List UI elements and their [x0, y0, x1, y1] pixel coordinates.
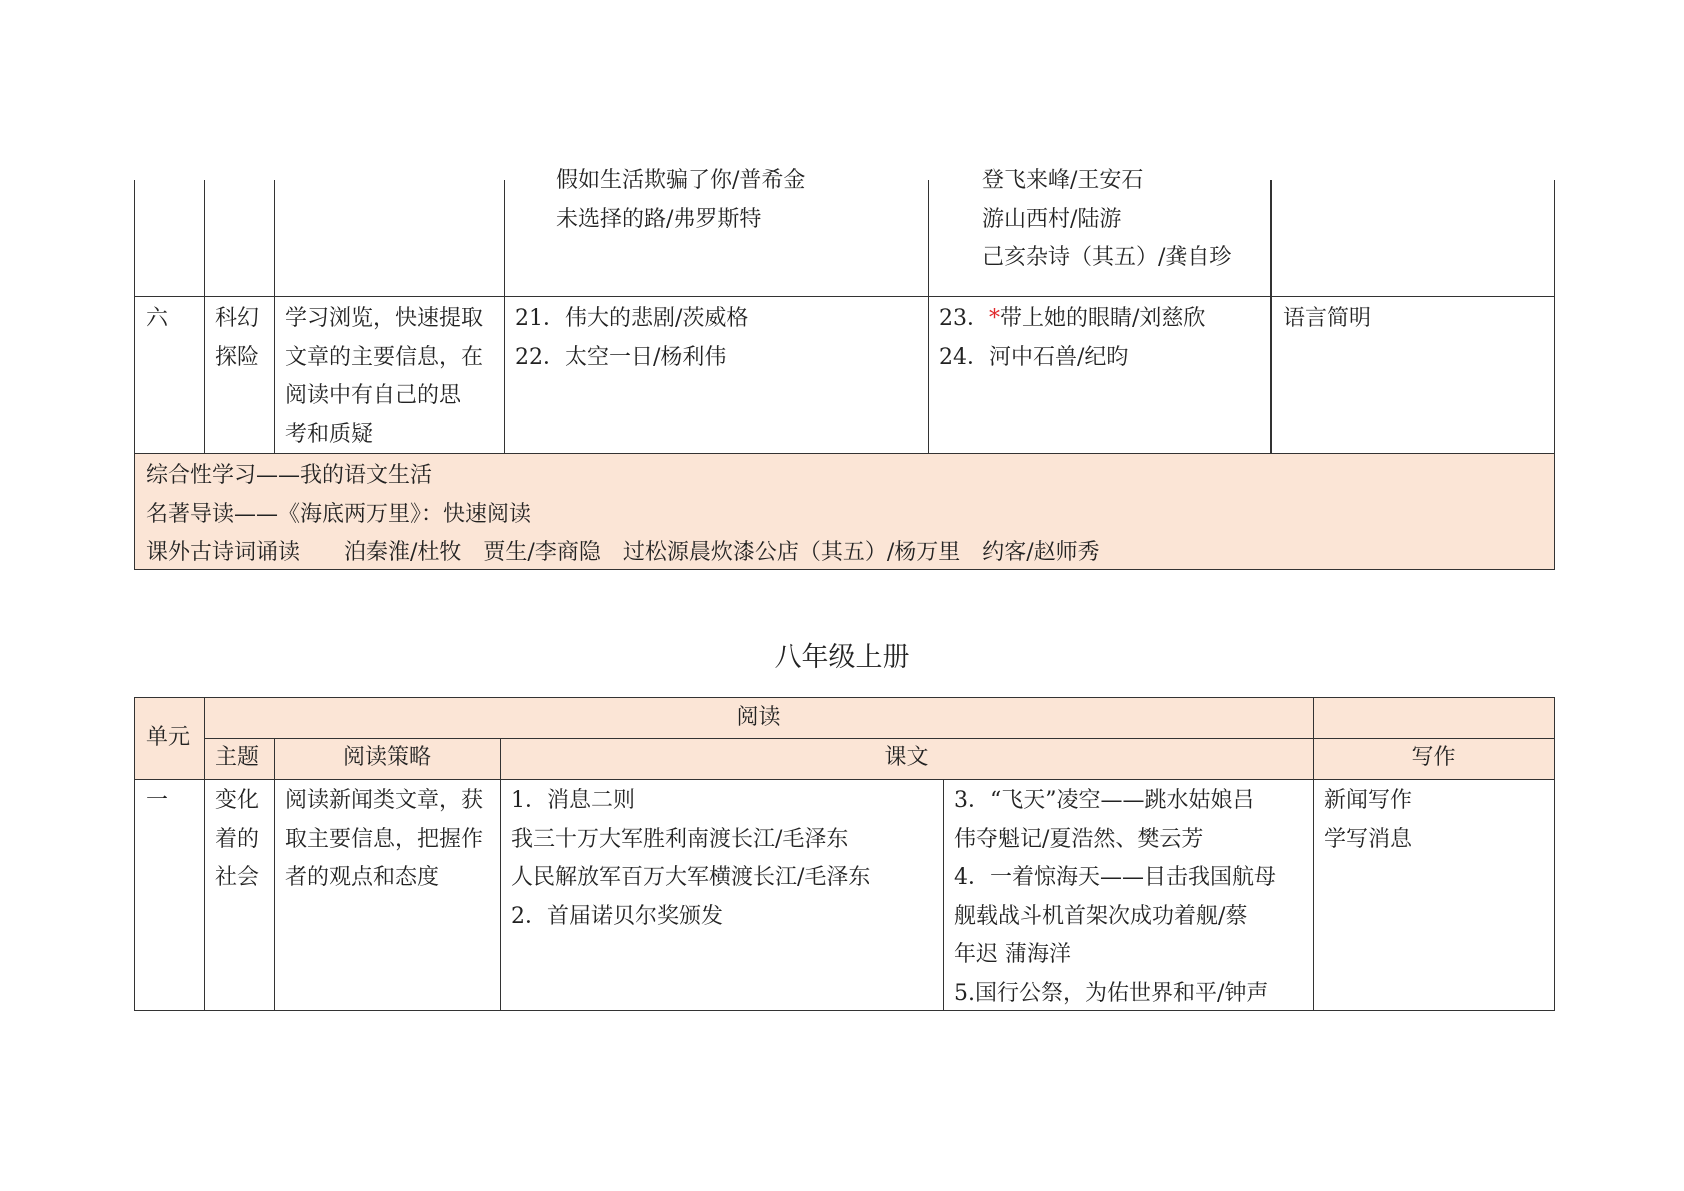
lesson-entry: 2．首届诺贝尔奖颁发: [511, 903, 723, 929]
lesson-entry: 5.国行公祭，为佑世界和平/钟声: [954, 980, 1269, 1006]
reading-strategy: 阅读新闻类文章，获 取主要信息，把握作 者的观点和态度: [285, 788, 484, 890]
lesson-entry: 23．*带上她的眼睛/刘慈欣: [939, 306, 1206, 331]
comprehensive-learning-text: 综合性学习——我的语文生活 名著导读——《海底两万里》：快速阅读 课外古诗词诵读 泊秦淮/杜牧 贾生/李商隐 过松源晨炊漆公店（其五）/杨万里 约客/赵师秀: [146, 463, 1100, 565]
lesson-entry: 未选择的路/弗罗斯特: [556, 206, 762, 232]
section-title: 八年级上册: [774, 642, 910, 673]
table-border: [204, 697, 205, 1011]
table-border: [134, 296, 1555, 297]
lesson-entry: 游山西村/陆游: [982, 206, 1122, 232]
lesson-entry: 伟夺魁记/夏浩然、樊云芳: [954, 826, 1204, 852]
table-border: [504, 180, 505, 453]
lesson-entry: 24．河中石兽/纪昀: [939, 344, 1129, 370]
lesson-list-col1: [511, 782, 870, 936]
table-border: [928, 180, 929, 453]
lesson-entry: 1．消息二则: [511, 788, 635, 813]
reading-strategy: 学习浏览，快速提取 文章的主要信息，在 阅读中有自己的思 考和质疑: [285, 306, 484, 447]
lesson-entry: 舰载战斗机首架次成功着舰/蔡: [954, 903, 1248, 929]
lesson-entry: 假如生活欺骗了你/普希金: [556, 168, 806, 193]
table-border: [274, 180, 275, 453]
table-border: [134, 180, 135, 570]
table-border: [134, 779, 1555, 780]
header-unit: 单元: [146, 725, 191, 750]
unit-number: 六: [146, 306, 169, 331]
lesson-list-col2: [939, 300, 1205, 377]
table-border: [204, 180, 205, 453]
table-border: [1270, 180, 1272, 453]
lesson-entry: 3．“飞天”凌空——跳水姑娘吕: [954, 788, 1255, 813]
table-border: [274, 738, 275, 1011]
lesson-entry: 22．太空一日/杨利伟: [515, 344, 727, 370]
lesson-entry: 我三十万大军胜利南渡长江/毛泽东: [511, 826, 849, 852]
header-writing: 写作: [1411, 745, 1456, 770]
header-texts: 课文: [884, 745, 929, 770]
continued-texts-col2: [982, 162, 1231, 278]
lesson-list-col2: [954, 782, 1276, 1013]
unit-theme: 科幻 探险: [215, 306, 260, 370]
writing-topic: 新闻写作 学写消息: [1324, 788, 1413, 852]
table-border: [134, 697, 135, 1011]
header-theme: 主题: [215, 745, 260, 770]
header-strategy: 阅读策略: [342, 745, 431, 770]
continued-curriculum-table: [134, 168, 1555, 570]
self-study-marker: *: [989, 306, 1000, 331]
lesson-entry: 年迟 蒲海洋: [954, 942, 1071, 967]
writing-topic: 语言简明: [1283, 306, 1372, 331]
lesson-entry: 4．一着惊海天——目击我国航母: [954, 865, 1276, 890]
lesson-list-col1: [515, 300, 748, 377]
grade8-curriculum-table: [134, 697, 1555, 1011]
unit-number: 一: [146, 788, 169, 813]
table-border: [1554, 697, 1555, 1011]
lesson-entry: 21．伟大的悲剧/茨威格: [515, 306, 749, 331]
unit-theme: 变化 着的 社会: [215, 788, 260, 890]
table-border: [134, 1010, 1555, 1011]
lesson-entry: 己亥杂诗（其五）/龚自珍: [982, 245, 1232, 270]
continued-texts-col1: [556, 162, 805, 239]
header-reading: 阅读: [736, 705, 781, 730]
table-border: [134, 697, 1555, 698]
table-border: [500, 738, 501, 1011]
lesson-entry: 人民解放军百万大军横渡长江/毛泽东: [511, 865, 871, 890]
table-border: [943, 779, 944, 1011]
table-border: [1554, 180, 1555, 570]
lesson-entry: 登飞来峰/王安石: [982, 168, 1144, 193]
